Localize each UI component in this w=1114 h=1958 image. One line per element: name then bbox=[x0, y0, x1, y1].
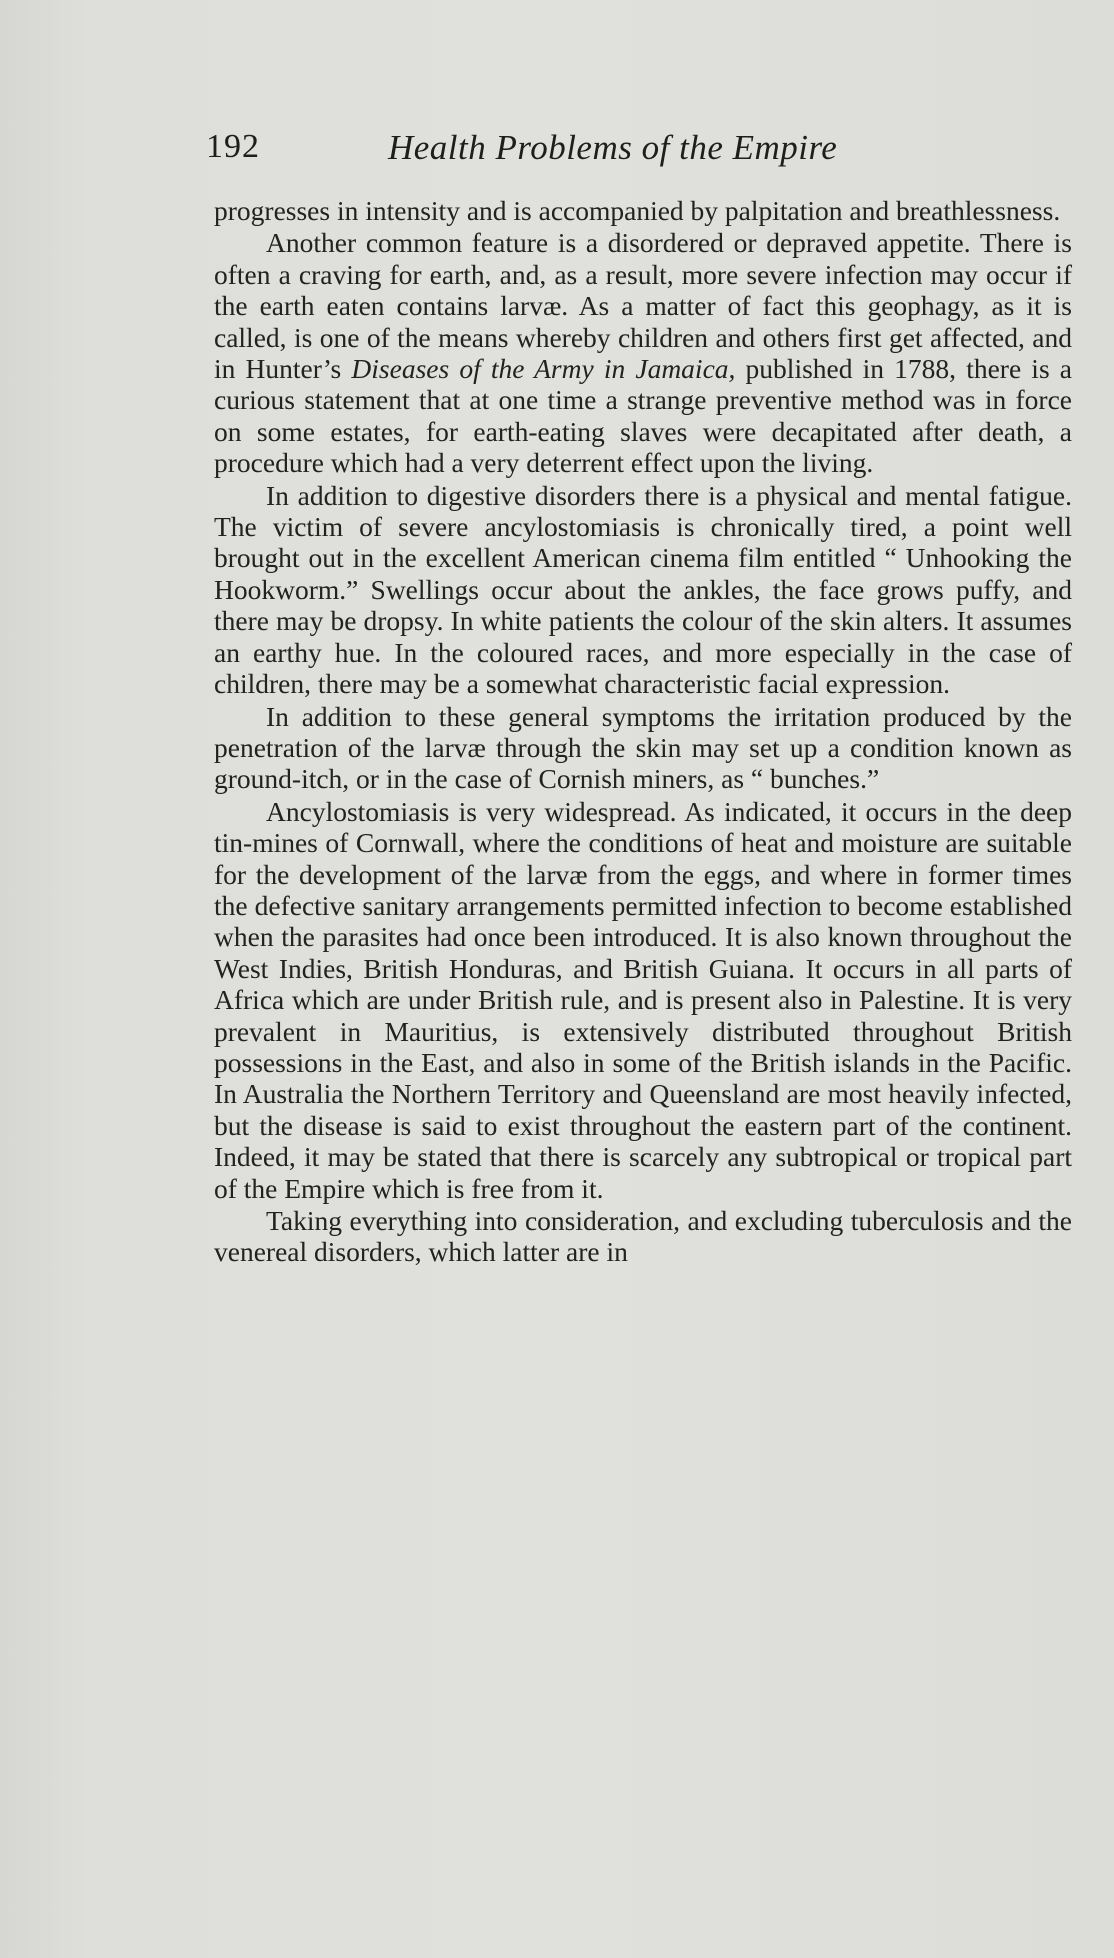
paragraph-3 bbox=[214, 480, 1072, 700]
paragraph-1 bbox=[214, 195, 1072, 226]
book-title-italic: Diseases of the Army in Jamaica, bbox=[351, 353, 736, 385]
running-title: Health Problems of the Empire bbox=[388, 128, 838, 167]
paragraph-5 bbox=[214, 796, 1072, 1204]
paragraph-1-text: progresses in intensity and is accompanied by palpitation and breathlessness. bbox=[214, 195, 1061, 226]
paragraph-2-text: Another common feature is a disordered or depraved appetite. There is often a craving for earth, and, as a result, more severe infection may occur if the earth eaten contains larvæ. As a matter of fact this geophagy, as it is called, is one of the means whereby children and others first get affected, and in Hunter’s bbox=[214, 227, 1072, 385]
paragraph-6-text: Taking everything into consideration, and excluding tuberculosis and the venereal disorders, which latter are in bbox=[214, 1205, 1072, 1268]
body-text bbox=[214, 195, 1072, 1268]
paragraph-4-text: In addition to these general symptoms the irritation produced by the penetration of the larvæ through the skin may set up a condition known as ground-itch, or in the case of Cornish miners, as “ bunches.” bbox=[214, 700, 1072, 795]
paragraph-2-text-after: published in 1788, there is a curious statement that at one time a strange preventive method was in force on some estates, for earth-eating slaves were decapitated after death, a procedure which had a very deterrent effect upon the living. bbox=[214, 353, 1072, 479]
paragraph-2 bbox=[214, 227, 1072, 478]
paragraph-6 bbox=[214, 1205, 1072, 1268]
paragraph-5-text: Ancylostomiasis is very widespread. As indicated, it occurs in the deep tin-mines of Cornwall, where the conditions of heat and moisture are suitable for the development of the larvæ from the eggs, and where in former times the defective sanitary arrangements permitted infection to become established when the parasites had once been introduced. It is also known throughout the West Indies, British Honduras, and British Guiana. It occurs in all parts of Africa which are under British rule, and is present also in Palestine. It is very prevalent in Mauritius, is extensively distributed throughout British possessions in the East, and also in some of the British islands in the Pacific. In Australia the Northern Territory and Queensland are most heavily infected, but the disease is said to exist throughout the eastern part of the continent. Indeed, it may be stated that there is scarcely any subtropical or tropical part of the Empire which is free from it. bbox=[214, 795, 1072, 1204]
page-number: 192 bbox=[206, 128, 260, 165]
paragraph-4 bbox=[214, 701, 1072, 795]
paragraph-3-text: In addition to digestive disorders there is a physical and mental fatigue. The victim of severe ancylostomiasis is chronically tired, a point well brought out in the excellent American cinema film entitled “ Unhooking the Hookworm.” Swellings occur about the ankles, the face grows puffy, and there may be dropsy. In white patients the colour of the skin alters. It assumes an earthy hue. In the coloured races, and more especially in the case of children, there may be a somewhat characteristic facial expression. bbox=[214, 479, 1072, 700]
page-header bbox=[206, 128, 1076, 178]
